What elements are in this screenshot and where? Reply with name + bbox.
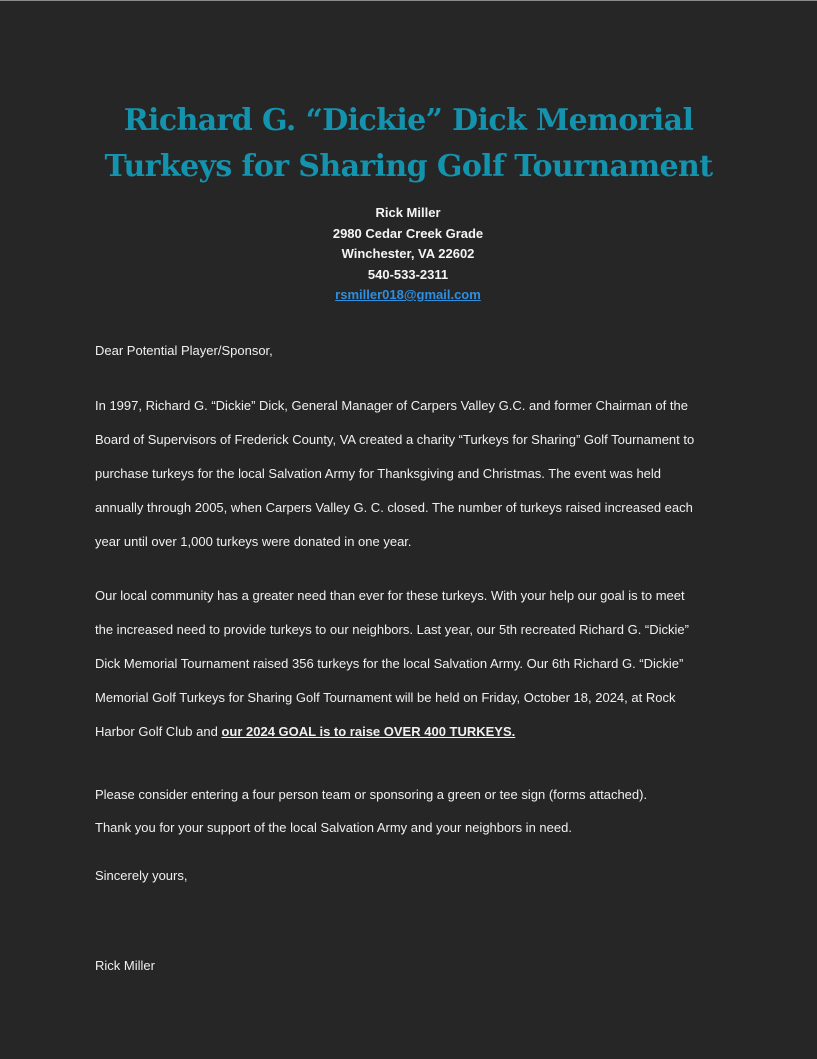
contact-email-link[interactable]: rsmiller018@gmail.com: [335, 287, 481, 302]
paragraph-text: Harbor Golf Club and: [95, 724, 222, 739]
contact-city: Winchester, VA 22602: [341, 246, 475, 261]
paragraph-line: Our local community has a greater need than ever for these turkeys. With your help our goal is to meet: [95, 588, 685, 603]
salutation: Dear Potential Player/Sponsor,: [95, 343, 273, 358]
paragraph-line: Dick Memorial Tournament raised 356 turkeys for the local Salvation Army. Our 6th Richard G. “Dickie”: [95, 656, 684, 671]
letter-title: [60, 98, 757, 190]
paragraph-line: year until over 1,000 turkeys were donated in one year.: [95, 534, 412, 549]
goal-statement: our 2024 GOAL is to raise OVER 400 TURKEYS.: [221, 724, 516, 739]
contact-block: [208, 203, 608, 306]
paragraph-line: In 1997, Richard G. “Dickie” Dick, General Manager of Carpers Valley G.C. and former Chairman of the: [95, 398, 688, 413]
paragraph-line: the increased need to provide turkeys to our neighbors. Last year, our 5th recreated Richard G. “Dickie”: [95, 622, 689, 637]
title-line-1: Richard G. “Dickie” Dick Memorial: [123, 103, 694, 138]
paragraph-line: Thank you for your support of the local Salvation Army and your neighbors in need.: [95, 820, 572, 835]
signature: Rick Miller: [95, 958, 155, 973]
contact-street: 2980 Cedar Creek Grade: [332, 225, 484, 241]
paragraph-line: Board of Supervisors of Frederick County, VA created a charity “Turkeys for Sharing” Golf Tournament to: [95, 432, 695, 447]
paragraph-line: Memorial Golf Turkeys for Sharing Golf Tournament will be held on Friday, October 18, 2024, at Rock: [95, 690, 676, 705]
paragraph-history: [95, 389, 735, 559]
paragraph-line-last: [95, 715, 735, 749]
paragraph-line: Please consider entering a four person team or sponsoring a green or tee sign (forms attached).: [95, 787, 648, 802]
paragraph-line: annually through 2005, when Carpers Valley G. C. closed. The number of turkeys raised increased each: [95, 500, 693, 515]
paragraph-request: [95, 778, 735, 844]
closing: Sincerely yours,: [95, 868, 188, 883]
paragraph-need: [95, 579, 735, 749]
contact-phone: 540-533-2311: [367, 266, 449, 282]
contact-name: Rick Miller: [375, 205, 441, 220]
top-divider: [0, 0, 817, 1]
paragraph-line: purchase turkeys for the local Salvation Army for Thanksgiving and Christmas. The event was held: [95, 466, 662, 481]
title-line-2: Turkeys for Sharing Golf Tournament: [104, 149, 713, 184]
